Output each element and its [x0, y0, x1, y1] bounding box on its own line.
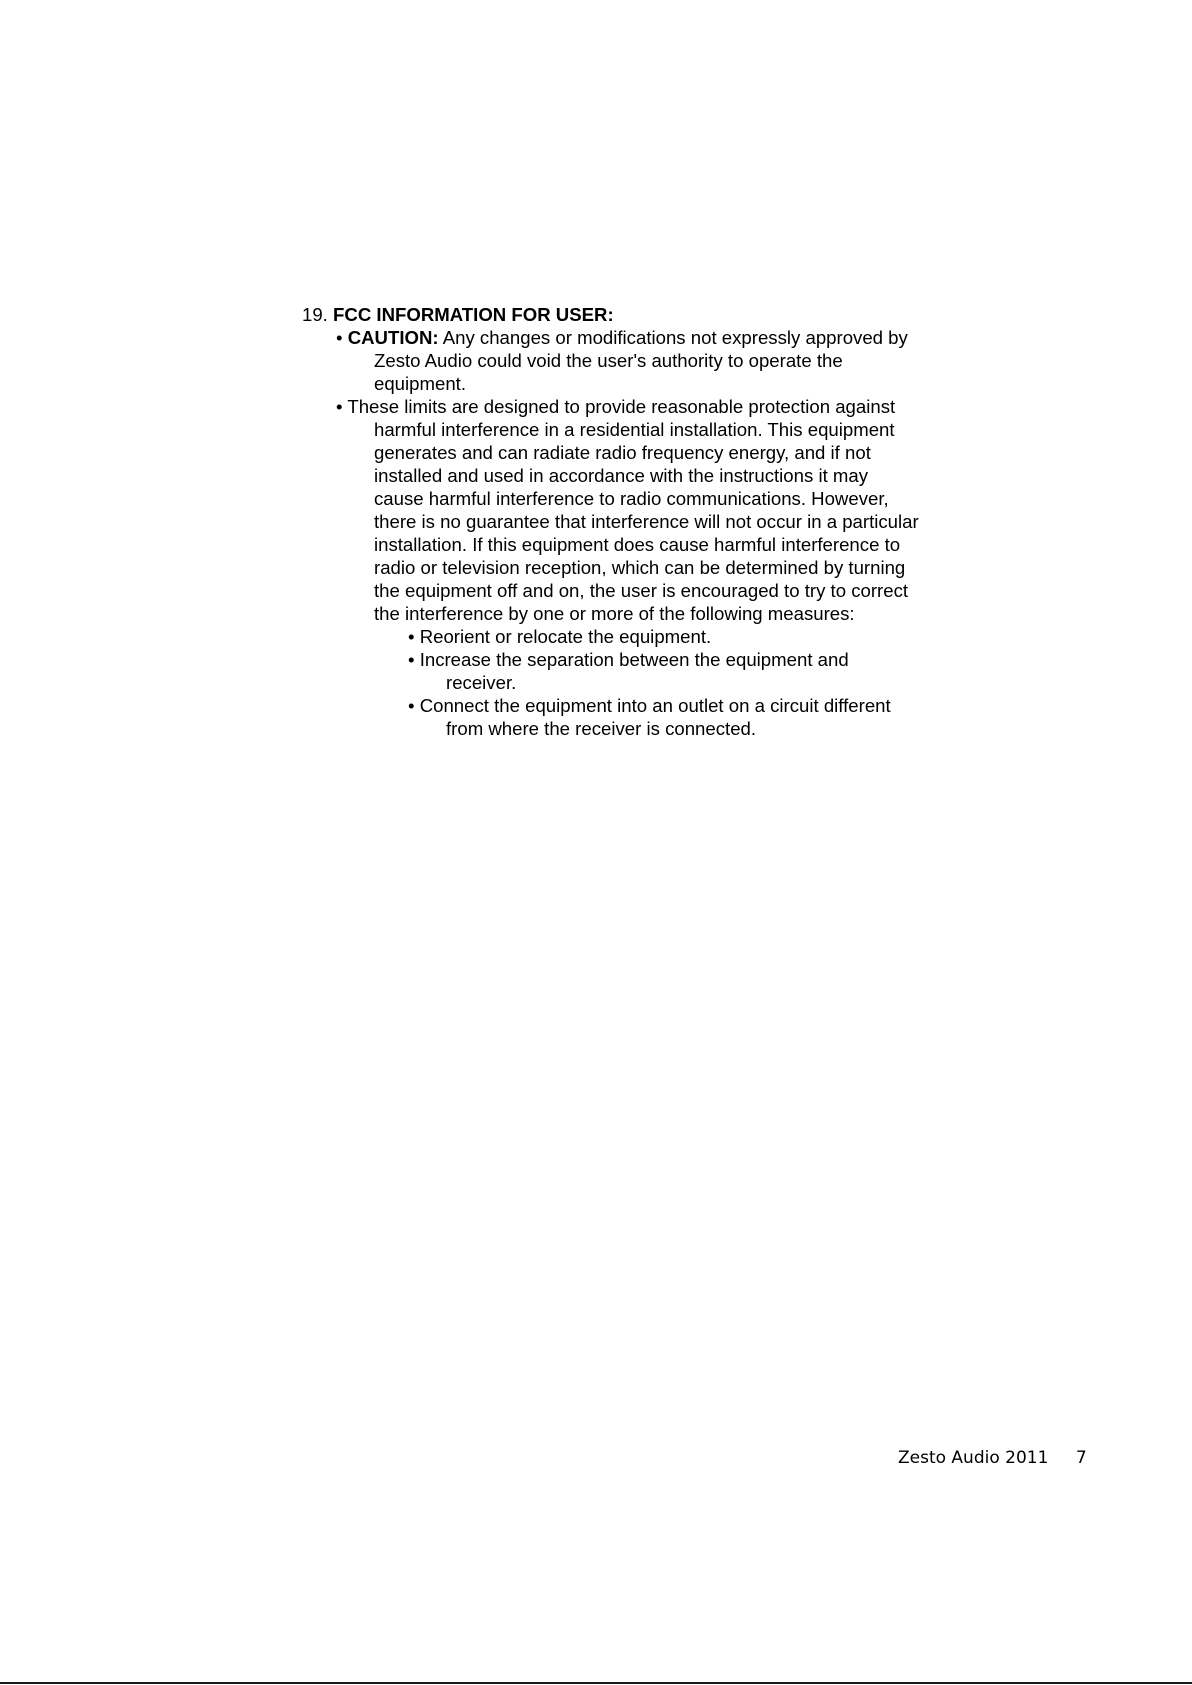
measure-text: Connect the equipment into an outlet on a circuit different from where the receiver is connected.: [419, 695, 891, 739]
limits-text: These limits are designed to provide reasonable protection against harmful interference in a residential installation. This equipment generates and can radiate radio frequency energy, and if not installed and used in accordance with the instructions it may cause harmful interference to radio communications. However, there is no guarantee that interference will not occur in a particular installation. If this equipment does cause harmful interference to radio or television reception, which can be determined by turning the equipment off and on, the user is encouraged to try to correct the interference by one or more of the following measures:: [347, 396, 919, 624]
bullet-mark: •: [408, 649, 415, 670]
bullet-mark: •: [408, 695, 415, 716]
measure-text: Reorient or relocate the equipment.: [419, 626, 712, 647]
bullet-mark: •: [408, 626, 415, 647]
section-title: FCC INFORMATION FOR USER:: [333, 304, 614, 325]
page-number: 7: [1075, 1448, 1087, 1468]
page-footer: [898, 1447, 1087, 1469]
limits-paragraph: [302, 395, 922, 625]
measure-item-outlet: [302, 694, 922, 740]
section-number: 19.: [302, 304, 328, 325]
footer-label: Zesto Audio 2011: [898, 1448, 1049, 1468]
bottom-border-line: [0, 1682, 1192, 1684]
caution-text: Any changes or modifications not expressly approved by Zesto Audio could void the user's authority to operate the equipment.: [374, 327, 908, 394]
measure-item-separation: [302, 648, 922, 694]
measure-item-reorient: [302, 625, 922, 648]
caution-label: CAUTION:: [347, 327, 439, 348]
measure-text: Increase the separation between the equipment and receiver.: [419, 649, 849, 693]
caution-paragraph: [302, 326, 922, 395]
fcc-section: [302, 303, 922, 740]
section-heading: [302, 303, 922, 326]
bullet-mark: •: [336, 396, 343, 417]
bullet-mark: •: [336, 327, 343, 348]
